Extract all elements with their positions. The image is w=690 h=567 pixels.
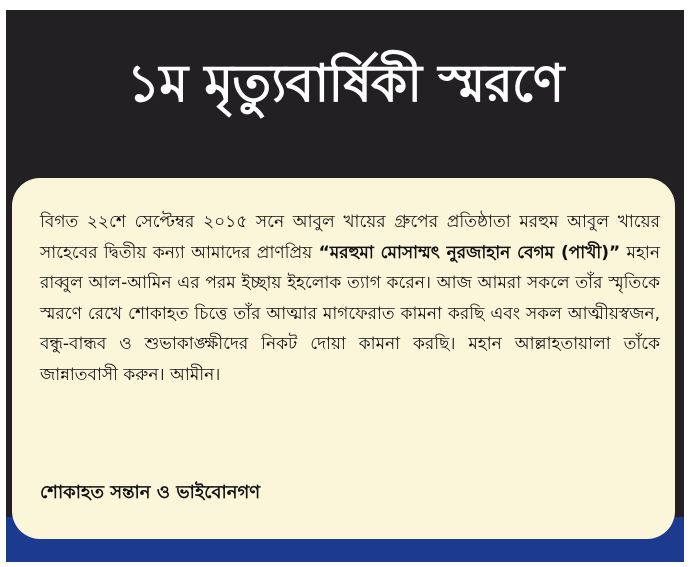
deceased-name: “মরহুমা মোসাম্মৎ নুরজাহান বেগম (পাখী)” [318, 242, 621, 263]
message-intro: বিগত ২২শে সেপ্টেম্বর ২০১৫ সনে আবুল খায়ের গ্রুপের প্রতিষ্ঠাতা মরহুম আবুল খায়ের সাহেবের দ্বিতীয় কন্যা আমাদের প্রাণপ্রিয় [40, 212, 660, 263]
notice-headline: ১ম মৃত্যুবার্ষিকী স্মরণে [126, 54, 564, 114]
signature-line: শোকাহত সন্তান ও ভাইবোনগণ [40, 482, 261, 503]
message-body: মহান রাব্বুল আল-আমিন এর পরম ইচ্ছায় ইহলোক ত্যাগ করেন। আজ আমরা সকলে তাঁর স্মৃতিকে স্মরণে রেখে শোকাহত চিত্তে তাঁর আত্মার মাগফেরাত কামনা করছি এবং সকল আত্মীয়স্বজন, বন্ধু-বান্ধব ও শুভাকাঙ্ক্ষীদের নিকট দোয়া কামনা করছি। মহান আল্লাহতায়ালা তাঁকে জান্নাতবাসী করুন। আমীন। [40, 242, 660, 385]
memorial-message [40, 207, 660, 390]
